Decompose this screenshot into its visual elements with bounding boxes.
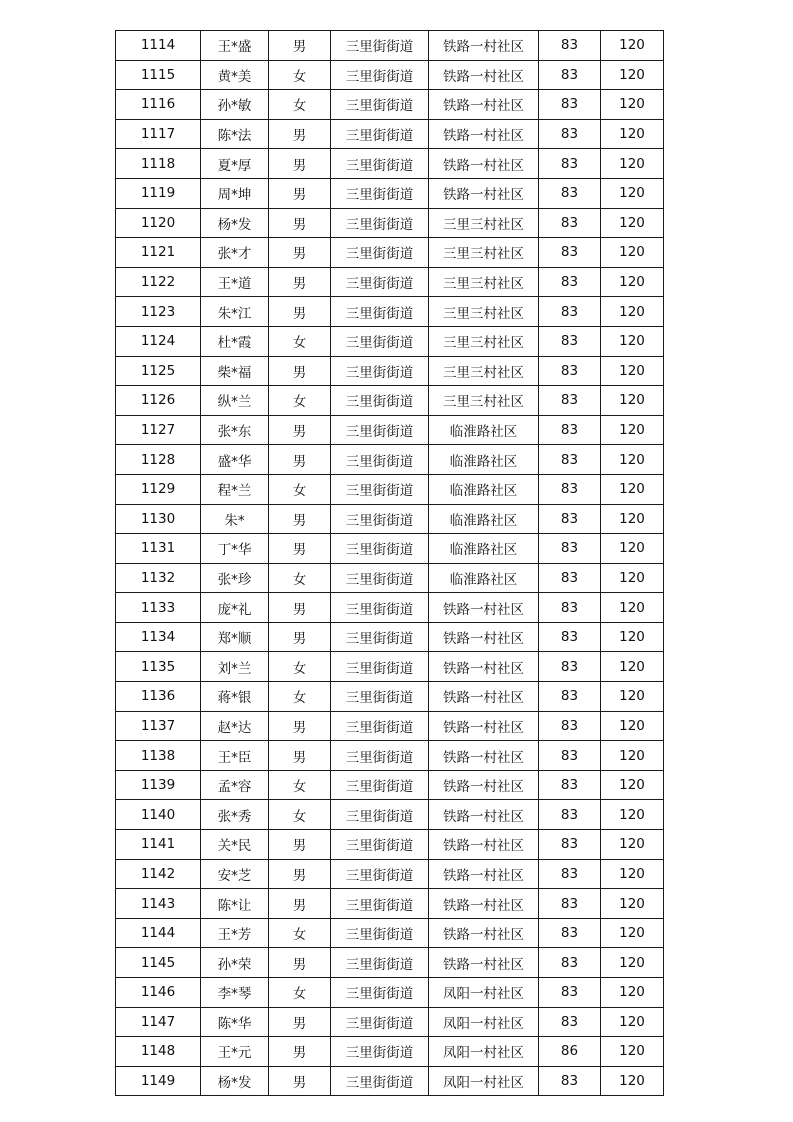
row-number-cell: 1126	[116, 386, 201, 416]
gender-cell: 男	[269, 149, 331, 179]
name-cell: 周*坤	[201, 178, 269, 208]
community-cell: 铁路一村社区	[429, 60, 539, 90]
age-cell: 83	[539, 830, 601, 860]
community-cell: 铁路一村社区	[429, 889, 539, 919]
street-cell: 三里街街道	[331, 534, 429, 564]
gender-cell: 男	[269, 711, 331, 741]
row-number-cell: 1133	[116, 593, 201, 623]
street-cell: 三里街街道	[331, 238, 429, 268]
name-cell: 蒋*银	[201, 682, 269, 712]
row-number-cell: 1114	[116, 31, 201, 61]
table-row	[116, 889, 664, 919]
row-number-cell: 1122	[116, 267, 201, 297]
gender-cell: 女	[269, 60, 331, 90]
name-cell: 李*琴	[201, 978, 269, 1008]
table-row	[116, 622, 664, 652]
row-number-cell: 1136	[116, 682, 201, 712]
age-cell: 83	[539, 652, 601, 682]
name-cell: 关*民	[201, 830, 269, 860]
name-cell: 刘*兰	[201, 652, 269, 682]
community-cell: 铁路一村社区	[429, 622, 539, 652]
community-cell: 三里三村社区	[429, 208, 539, 238]
name-cell: 夏*厚	[201, 149, 269, 179]
table-row	[116, 90, 664, 120]
gender-cell: 女	[269, 978, 331, 1008]
table-row	[116, 208, 664, 238]
row-number-cell: 1119	[116, 178, 201, 208]
gender-cell: 男	[269, 238, 331, 268]
row-number-cell: 1148	[116, 1037, 201, 1067]
community-cell: 铁路一村社区	[429, 770, 539, 800]
age-cell: 83	[539, 622, 601, 652]
community-cell: 三里三村社区	[429, 267, 539, 297]
row-number-cell: 1127	[116, 415, 201, 445]
row-number-cell: 1134	[116, 622, 201, 652]
community-cell: 临淮路社区	[429, 445, 539, 475]
amount-cell: 120	[601, 297, 664, 327]
street-cell: 三里街街道	[331, 741, 429, 771]
row-number-cell: 1121	[116, 238, 201, 268]
age-cell: 83	[539, 149, 601, 179]
age-cell: 83	[539, 415, 601, 445]
community-cell: 铁路一村社区	[429, 741, 539, 771]
table-row	[116, 859, 664, 889]
gender-cell: 男	[269, 178, 331, 208]
street-cell: 三里街街道	[331, 682, 429, 712]
table-row	[116, 386, 664, 416]
name-cell: 纵*兰	[201, 386, 269, 416]
gender-cell: 男	[269, 1066, 331, 1096]
table-row	[116, 267, 664, 297]
name-cell: 张*东	[201, 415, 269, 445]
community-cell: 临淮路社区	[429, 563, 539, 593]
street-cell: 三里街街道	[331, 415, 429, 445]
name-cell: 陈*华	[201, 1007, 269, 1037]
table-row	[116, 948, 664, 978]
table-row	[116, 741, 664, 771]
gender-cell: 男	[269, 1037, 331, 1067]
gender-cell: 男	[269, 534, 331, 564]
age-cell: 83	[539, 445, 601, 475]
gender-cell: 男	[269, 415, 331, 445]
amount-cell: 120	[601, 711, 664, 741]
gender-cell: 男	[269, 445, 331, 475]
street-cell: 三里街街道	[331, 356, 429, 386]
table-row	[116, 593, 664, 623]
community-cell: 临淮路社区	[429, 504, 539, 534]
street-cell: 三里街街道	[331, 1007, 429, 1037]
community-cell: 铁路一村社区	[429, 652, 539, 682]
row-number-cell: 1116	[116, 90, 201, 120]
community-cell: 三里三村社区	[429, 238, 539, 268]
row-number-cell: 1118	[116, 149, 201, 179]
community-cell: 铁路一村社区	[429, 119, 539, 149]
row-number-cell: 1132	[116, 563, 201, 593]
community-cell: 凤阳一村社区	[429, 978, 539, 1008]
table-row	[116, 149, 664, 179]
table-row	[116, 770, 664, 800]
amount-cell: 120	[601, 445, 664, 475]
gender-cell: 男	[269, 622, 331, 652]
amount-cell: 120	[601, 267, 664, 297]
age-cell: 86	[539, 1037, 601, 1067]
table-row	[116, 711, 664, 741]
row-number-cell: 1120	[116, 208, 201, 238]
age-cell: 83	[539, 534, 601, 564]
street-cell: 三里街街道	[331, 474, 429, 504]
amount-cell: 120	[601, 948, 664, 978]
gender-cell: 男	[269, 267, 331, 297]
street-cell: 三里街街道	[331, 386, 429, 416]
amount-cell: 120	[601, 534, 664, 564]
gender-cell: 女	[269, 90, 331, 120]
name-cell: 程*兰	[201, 474, 269, 504]
community-cell: 凤阳一村社区	[429, 1007, 539, 1037]
gender-cell: 女	[269, 770, 331, 800]
street-cell: 三里街街道	[331, 208, 429, 238]
amount-cell: 120	[601, 31, 664, 61]
table-row	[116, 1037, 664, 1067]
table-row	[116, 682, 664, 712]
amount-cell: 120	[601, 800, 664, 830]
gender-cell: 女	[269, 563, 331, 593]
row-number-cell: 1137	[116, 711, 201, 741]
name-cell: 杨*发	[201, 208, 269, 238]
amount-cell: 120	[601, 326, 664, 356]
table-row	[116, 445, 664, 475]
street-cell: 三里街街道	[331, 770, 429, 800]
street-cell: 三里街街道	[331, 978, 429, 1008]
amount-cell: 120	[601, 741, 664, 771]
age-cell: 83	[539, 267, 601, 297]
table-row	[116, 563, 664, 593]
community-cell: 凤阳一村社区	[429, 1037, 539, 1067]
community-cell: 三里三村社区	[429, 326, 539, 356]
row-number-cell: 1131	[116, 534, 201, 564]
row-number-cell: 1129	[116, 474, 201, 504]
name-cell: 杜*霞	[201, 326, 269, 356]
amount-cell: 120	[601, 504, 664, 534]
name-cell: 郑*顺	[201, 622, 269, 652]
street-cell: 三里街街道	[331, 800, 429, 830]
name-cell: 赵*达	[201, 711, 269, 741]
street-cell: 三里街街道	[331, 889, 429, 919]
row-number-cell: 1125	[116, 356, 201, 386]
age-cell: 83	[539, 1007, 601, 1037]
gender-cell: 男	[269, 948, 331, 978]
gender-cell: 男	[269, 889, 331, 919]
community-cell: 凤阳一村社区	[429, 1066, 539, 1096]
gender-cell: 女	[269, 918, 331, 948]
age-cell: 83	[539, 918, 601, 948]
street-cell: 三里街街道	[331, 267, 429, 297]
community-cell: 临淮路社区	[429, 474, 539, 504]
row-number-cell: 1145	[116, 948, 201, 978]
age-cell: 83	[539, 31, 601, 61]
street-cell: 三里街街道	[331, 178, 429, 208]
table-row	[116, 238, 664, 268]
row-number-cell: 1139	[116, 770, 201, 800]
name-cell: 王*道	[201, 267, 269, 297]
age-cell: 83	[539, 859, 601, 889]
street-cell: 三里街街道	[331, 711, 429, 741]
table-row	[116, 119, 664, 149]
gender-cell: 女	[269, 386, 331, 416]
community-cell: 铁路一村社区	[429, 593, 539, 623]
street-cell: 三里街街道	[331, 326, 429, 356]
age-cell: 83	[539, 978, 601, 1008]
amount-cell: 120	[601, 415, 664, 445]
street-cell: 三里街街道	[331, 1066, 429, 1096]
age-cell: 83	[539, 356, 601, 386]
name-cell: 盛*华	[201, 445, 269, 475]
row-number-cell: 1124	[116, 326, 201, 356]
gender-cell: 男	[269, 741, 331, 771]
row-number-cell: 1123	[116, 297, 201, 327]
amount-cell: 120	[601, 622, 664, 652]
community-cell: 铁路一村社区	[429, 830, 539, 860]
row-number-cell: 1143	[116, 889, 201, 919]
name-cell: 丁*华	[201, 534, 269, 564]
amount-cell: 120	[601, 563, 664, 593]
age-cell: 83	[539, 563, 601, 593]
gender-cell: 女	[269, 326, 331, 356]
amount-cell: 120	[601, 60, 664, 90]
street-cell: 三里街街道	[331, 297, 429, 327]
gender-cell: 男	[269, 208, 331, 238]
row-number-cell: 1146	[116, 978, 201, 1008]
table-row	[116, 60, 664, 90]
age-cell: 83	[539, 178, 601, 208]
table-row	[116, 978, 664, 1008]
table-row	[116, 800, 664, 830]
street-cell: 三里街街道	[331, 622, 429, 652]
gender-cell: 男	[269, 31, 331, 61]
row-number-cell: 1140	[116, 800, 201, 830]
gender-cell: 女	[269, 474, 331, 504]
street-cell: 三里街街道	[331, 31, 429, 61]
row-number-cell: 1135	[116, 652, 201, 682]
table-row	[116, 415, 664, 445]
name-cell: 王*盛	[201, 31, 269, 61]
amount-cell: 120	[601, 1066, 664, 1096]
row-number-cell: 1117	[116, 119, 201, 149]
age-cell: 83	[539, 800, 601, 830]
community-cell: 铁路一村社区	[429, 859, 539, 889]
age-cell: 83	[539, 90, 601, 120]
table-row	[116, 297, 664, 327]
name-cell: 安*芝	[201, 859, 269, 889]
street-cell: 三里街街道	[331, 830, 429, 860]
age-cell: 83	[539, 682, 601, 712]
age-cell: 83	[539, 770, 601, 800]
data-table	[115, 30, 664, 1096]
community-cell: 三里三村社区	[429, 356, 539, 386]
name-cell: 朱*江	[201, 297, 269, 327]
table-row	[116, 534, 664, 564]
gender-cell: 男	[269, 593, 331, 623]
community-cell: 铁路一村社区	[429, 711, 539, 741]
name-cell: 朱*	[201, 504, 269, 534]
name-cell: 张*珍	[201, 563, 269, 593]
amount-cell: 120	[601, 178, 664, 208]
street-cell: 三里街街道	[331, 60, 429, 90]
community-cell: 铁路一村社区	[429, 682, 539, 712]
table-row	[116, 326, 664, 356]
name-cell: 张*才	[201, 238, 269, 268]
gender-cell: 男	[269, 297, 331, 327]
table-row	[116, 356, 664, 386]
age-cell: 83	[539, 474, 601, 504]
community-cell: 铁路一村社区	[429, 178, 539, 208]
gender-cell: 女	[269, 800, 331, 830]
amount-cell: 120	[601, 90, 664, 120]
amount-cell: 120	[601, 208, 664, 238]
community-cell: 三里三村社区	[429, 297, 539, 327]
community-cell: 临淮路社区	[429, 534, 539, 564]
street-cell: 三里街街道	[331, 445, 429, 475]
age-cell: 83	[539, 238, 601, 268]
street-cell: 三里街街道	[331, 948, 429, 978]
name-cell: 王*芳	[201, 918, 269, 948]
community-cell: 临淮路社区	[429, 415, 539, 445]
age-cell: 83	[539, 208, 601, 238]
gender-cell: 男	[269, 504, 331, 534]
row-number-cell: 1138	[116, 741, 201, 771]
age-cell: 83	[539, 326, 601, 356]
age-cell: 83	[539, 948, 601, 978]
age-cell: 83	[539, 297, 601, 327]
gender-cell: 女	[269, 652, 331, 682]
age-cell: 83	[539, 889, 601, 919]
row-number-cell: 1149	[116, 1066, 201, 1096]
age-cell: 83	[539, 711, 601, 741]
street-cell: 三里街街道	[331, 149, 429, 179]
name-cell: 孙*荣	[201, 948, 269, 978]
age-cell: 83	[539, 504, 601, 534]
name-cell: 孙*敏	[201, 90, 269, 120]
amount-cell: 120	[601, 978, 664, 1008]
amount-cell: 120	[601, 356, 664, 386]
row-number-cell: 1141	[116, 830, 201, 860]
amount-cell: 120	[601, 119, 664, 149]
gender-cell: 男	[269, 1007, 331, 1037]
table-body	[116, 31, 664, 1096]
name-cell: 庞*礼	[201, 593, 269, 623]
street-cell: 三里街街道	[331, 1037, 429, 1067]
amount-cell: 120	[601, 830, 664, 860]
gender-cell: 男	[269, 119, 331, 149]
amount-cell: 120	[601, 859, 664, 889]
row-number-cell: 1115	[116, 60, 201, 90]
table-row	[116, 178, 664, 208]
row-number-cell: 1128	[116, 445, 201, 475]
row-number-cell: 1144	[116, 918, 201, 948]
community-cell: 铁路一村社区	[429, 800, 539, 830]
table-row	[116, 830, 664, 860]
amount-cell: 120	[601, 889, 664, 919]
gender-cell: 男	[269, 356, 331, 386]
age-cell: 83	[539, 593, 601, 623]
table-row	[116, 652, 664, 682]
name-cell: 黄*美	[201, 60, 269, 90]
name-cell: 孟*容	[201, 770, 269, 800]
gender-cell: 女	[269, 682, 331, 712]
community-cell: 铁路一村社区	[429, 918, 539, 948]
age-cell: 83	[539, 386, 601, 416]
table-row	[116, 474, 664, 504]
name-cell: 陈*让	[201, 889, 269, 919]
amount-cell: 120	[601, 238, 664, 268]
table-row	[116, 504, 664, 534]
community-cell: 三里三村社区	[429, 386, 539, 416]
amount-cell: 120	[601, 593, 664, 623]
street-cell: 三里街街道	[331, 593, 429, 623]
amount-cell: 120	[601, 1037, 664, 1067]
gender-cell: 男	[269, 859, 331, 889]
gender-cell: 男	[269, 830, 331, 860]
name-cell: 柴*福	[201, 356, 269, 386]
amount-cell: 120	[601, 1007, 664, 1037]
table-row	[116, 918, 664, 948]
street-cell: 三里街街道	[331, 90, 429, 120]
name-cell: 王*臣	[201, 741, 269, 771]
age-cell: 83	[539, 741, 601, 771]
row-number-cell: 1130	[116, 504, 201, 534]
age-cell: 83	[539, 1066, 601, 1096]
age-cell: 83	[539, 119, 601, 149]
table-row	[116, 1066, 664, 1096]
street-cell: 三里街街道	[331, 119, 429, 149]
amount-cell: 120	[601, 652, 664, 682]
amount-cell: 120	[601, 770, 664, 800]
community-cell: 铁路一村社区	[429, 149, 539, 179]
age-cell: 83	[539, 60, 601, 90]
row-number-cell: 1147	[116, 1007, 201, 1037]
name-cell: 张*秀	[201, 800, 269, 830]
name-cell: 杨*发	[201, 1066, 269, 1096]
street-cell: 三里街街道	[331, 859, 429, 889]
table-row	[116, 1007, 664, 1037]
street-cell: 三里街街道	[331, 918, 429, 948]
amount-cell: 120	[601, 149, 664, 179]
community-cell: 铁路一村社区	[429, 31, 539, 61]
amount-cell: 120	[601, 386, 664, 416]
community-cell: 铁路一村社区	[429, 90, 539, 120]
name-cell: 陈*法	[201, 119, 269, 149]
street-cell: 三里街街道	[331, 652, 429, 682]
amount-cell: 120	[601, 918, 664, 948]
row-number-cell: 1142	[116, 859, 201, 889]
community-cell: 铁路一村社区	[429, 948, 539, 978]
amount-cell: 120	[601, 682, 664, 712]
amount-cell: 120	[601, 474, 664, 504]
table-row	[116, 31, 664, 61]
street-cell: 三里街街道	[331, 563, 429, 593]
name-cell: 王*元	[201, 1037, 269, 1067]
street-cell: 三里街街道	[331, 504, 429, 534]
